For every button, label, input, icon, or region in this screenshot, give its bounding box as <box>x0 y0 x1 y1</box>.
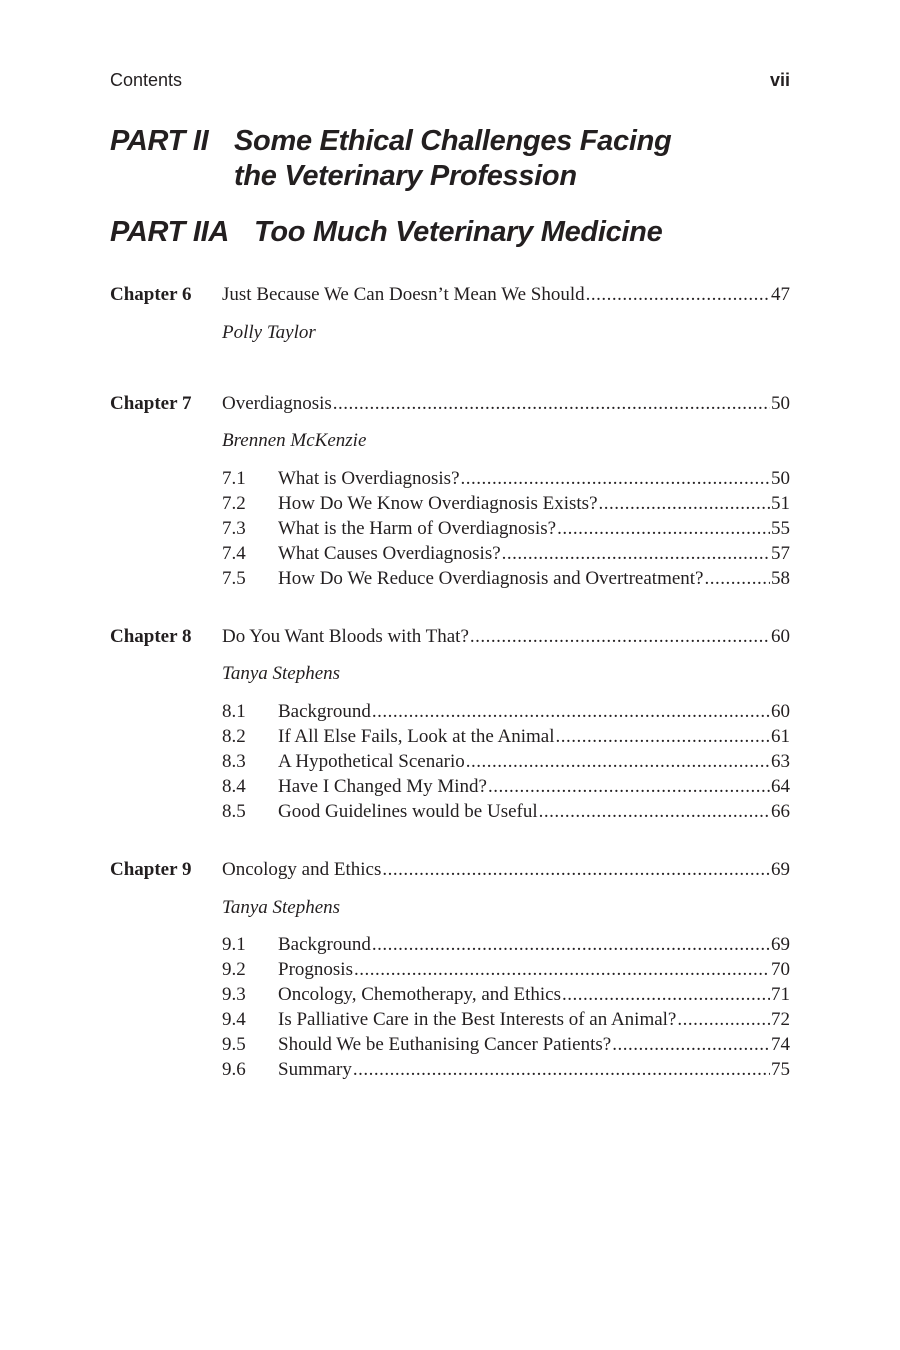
part-title-line-2: the Veterinary Profession <box>234 160 577 192</box>
dot-leader <box>353 1057 770 1082</box>
section-number: 7.5 <box>222 568 246 589</box>
toc-entry-chapter-8[interactable] <box>222 624 790 649</box>
page-number: 57 <box>771 543 790 564</box>
section-title: Have I Changed My Mind? <box>278 776 487 797</box>
chapter-title: Just Because We Can Doesn’t Mean We Should <box>222 284 585 305</box>
dot-leader <box>470 624 770 649</box>
dot-leader <box>677 1007 770 1032</box>
section-title: Good Guidelines would be Useful <box>278 801 538 822</box>
toc-entry-section[interactable] <box>278 566 790 591</box>
toc-entry-section[interactable] <box>278 1007 790 1032</box>
dot-leader <box>557 516 770 541</box>
running-head-page-number: vii <box>769 70 790 90</box>
toc-entry-section[interactable] <box>278 774 790 799</box>
toc-entry-section[interactable] <box>278 1057 790 1082</box>
page-number: 71 <box>771 984 790 1005</box>
section-title: How Do We Reduce Overdiagnosis and Overtreatment? <box>278 568 704 589</box>
dot-leader <box>539 799 770 824</box>
dot-leader <box>466 749 770 774</box>
part-number: PART IIA <box>110 216 229 248</box>
section-title: What is the Harm of Overdiagnosis? <box>278 518 557 539</box>
section-title: Oncology, Chemotherapy, and Ethics <box>278 984 561 1005</box>
page-number: 72 <box>771 1009 790 1030</box>
section-number: 8.2 <box>222 726 246 747</box>
dot-leader <box>556 724 770 749</box>
chapter-label: Chapter 9 <box>110 859 192 880</box>
dot-leader <box>586 282 770 307</box>
page-number: 63 <box>771 751 790 772</box>
section-number: 9.1 <box>222 934 246 955</box>
section-number: 8.5 <box>222 801 246 822</box>
dot-leader <box>502 541 770 566</box>
section-number: 9.4 <box>222 1009 246 1030</box>
section-title: Summary <box>278 1059 352 1080</box>
page-number: 50 <box>771 468 790 489</box>
dot-leader <box>333 391 770 416</box>
page-number: 69 <box>771 934 790 955</box>
section-title: Should We be Euthanising Cancer Patients? <box>278 1034 612 1055</box>
section-title: How Do We Know Overdiagnosis Exists? <box>278 493 598 514</box>
toc-entry-section[interactable] <box>278 541 790 566</box>
section-number: 7.1 <box>222 468 246 489</box>
dot-leader <box>354 957 770 982</box>
chapter-author: Brennen McKenzie <box>222 430 367 451</box>
toc-entry-section[interactable] <box>278 491 790 516</box>
toc-entry-chapter-6[interactable] <box>222 282 790 307</box>
part-title: Too Much Veterinary Medicine <box>254 216 663 248</box>
page-number: 66 <box>771 801 790 822</box>
page-number: 55 <box>771 518 790 539</box>
toc-entry-section[interactable] <box>278 699 790 724</box>
dot-leader <box>488 774 770 799</box>
page-number: 58 <box>771 568 790 589</box>
page-number: 47 <box>771 284 790 305</box>
section-number: 7.3 <box>222 518 246 539</box>
section-title: Background <box>278 934 371 955</box>
section-number: 9.2 <box>222 959 246 980</box>
section-title: Prognosis <box>278 959 353 980</box>
page-number: 75 <box>771 1059 790 1080</box>
dot-leader <box>562 982 770 1007</box>
part-title-line-1: Some Ethical Challenges Facing <box>234 125 672 157</box>
running-head <box>110 70 790 94</box>
chapter-label: Chapter 7 <box>110 393 192 414</box>
toc-entry-section[interactable] <box>278 982 790 1007</box>
dot-leader <box>705 566 771 591</box>
section-number: 8.1 <box>222 701 246 722</box>
section-title: What is Overdiagnosis? <box>278 468 460 489</box>
section-title: What Causes Overdiagnosis? <box>278 543 501 564</box>
dot-leader <box>372 932 770 957</box>
chapter-title: Overdiagnosis <box>222 393 332 414</box>
page-number: 50 <box>771 393 790 414</box>
dot-leader <box>382 857 770 882</box>
page-number: 60 <box>771 701 790 722</box>
page-number: 60 <box>771 626 790 647</box>
toc-entry-section[interactable] <box>278 957 790 982</box>
dot-leader <box>612 1032 770 1057</box>
page-number: 51 <box>771 493 790 514</box>
toc-entry-section[interactable] <box>278 932 790 957</box>
toc-entry-section[interactable] <box>278 516 790 541</box>
chapter-label: Chapter 6 <box>110 284 192 305</box>
toc-entry-chapter-9[interactable] <box>222 857 790 882</box>
toc-entry-chapter-7[interactable] <box>222 391 790 416</box>
page-number: 70 <box>771 959 790 980</box>
running-head-label: Contents <box>110 70 183 90</box>
part-number: PART II <box>110 125 209 157</box>
toc-entry-section[interactable] <box>278 749 790 774</box>
section-title: A Hypothetical Scenario <box>278 751 465 772</box>
section-title: If All Else Fails, Look at the Animal <box>278 726 555 747</box>
dot-leader <box>372 699 770 724</box>
toc-entry-section[interactable] <box>278 724 790 749</box>
toc-entry-section[interactable] <box>278 466 790 491</box>
dot-leader <box>461 466 770 491</box>
section-number: 8.4 <box>222 776 246 797</box>
toc-entry-section[interactable] <box>278 799 790 824</box>
chapter-title: Oncology and Ethics <box>222 859 382 880</box>
section-title: Background <box>278 701 371 722</box>
page-number: 74 <box>771 1034 790 1055</box>
chapter-title: Do You Want Bloods with That? <box>222 626 469 647</box>
chapter-author: Polly Taylor <box>222 322 316 343</box>
chapter-label: Chapter 8 <box>110 626 192 647</box>
chapter-author: Tanya Stephens <box>222 663 341 684</box>
page-number: 69 <box>771 859 790 880</box>
section-number: 7.4 <box>222 543 246 564</box>
section-number: 7.2 <box>222 493 246 514</box>
page-number: 64 <box>771 776 790 797</box>
toc-entry-section[interactable] <box>278 1032 790 1057</box>
section-number: 9.5 <box>222 1034 246 1055</box>
dot-leader <box>599 491 770 516</box>
chapter-author: Tanya Stephens <box>222 897 341 918</box>
section-number: 9.6 <box>222 1059 246 1080</box>
section-title: Is Palliative Care in the Best Interests of an Animal? <box>278 1009 677 1030</box>
section-number: 9.3 <box>222 984 246 1005</box>
page-number: 61 <box>771 726 790 747</box>
section-number: 8.3 <box>222 751 246 772</box>
